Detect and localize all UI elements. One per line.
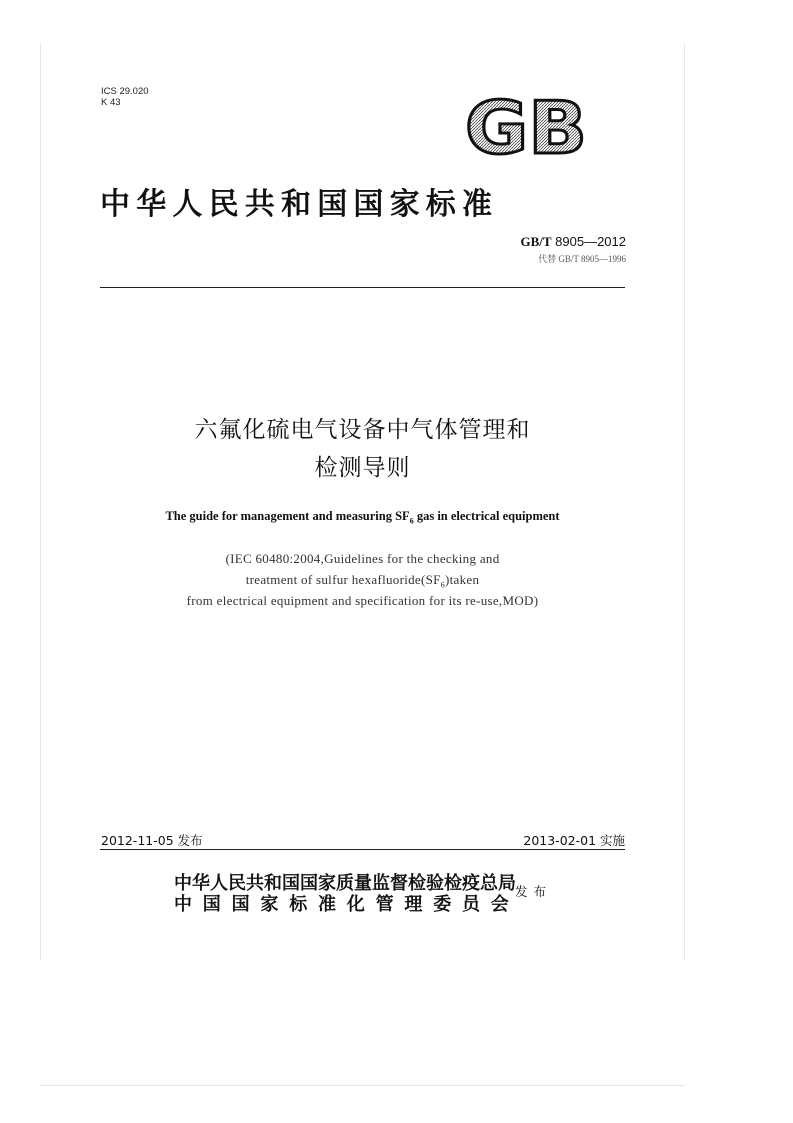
issuer-line-2: 中国国家标准化管理委员会	[174, 894, 520, 915]
issue-date: 2012-11-05 发布	[101, 833, 203, 848]
adoption-line-2-text-end: )taken	[445, 572, 480, 587]
page-left-border	[40, 44, 41, 960]
issuer-line-1: 中华人民共和国国家质量监督检验检疫总局	[174, 873, 516, 894]
gb-logo-text: GB	[465, 95, 587, 157]
replaces-standard: 代替 GB/T 8905—1996	[538, 254, 626, 264]
chinese-title-line-2: 检测导则	[314, 455, 411, 481]
page-right-border	[684, 44, 685, 960]
header-divider	[100, 287, 625, 288]
standard-category-title: 中华人民共和国国家标准	[100, 187, 499, 222]
adoption-line-1: (IEC 60480:2004,Guidelines for the checking and	[225, 551, 500, 566]
implementation-date: 2013-02-01 实施	[523, 833, 625, 848]
ics-code: ICS 29.020	[101, 86, 149, 97]
chinese-title-line-1: 六氟化硫电气设备中气体管理和	[194, 417, 531, 443]
classification-block	[101, 86, 149, 108]
page-bottom-border	[40, 1085, 685, 1086]
footer-divider	[100, 849, 625, 850]
adoption-line-2-subscript: 6	[440, 580, 445, 590]
english-title-text: The guide for management and measuring SF	[165, 509, 410, 523]
english-title-text-end: gas in electrical equipment	[413, 509, 560, 523]
gb-logo-icon	[463, 95, 591, 157]
standard-number-block	[520, 234, 626, 265]
english-title-subscript: 6	[409, 516, 414, 526]
adoption-line-3: from electrical equipment and specification for its re-use,MOD)	[186, 593, 539, 608]
ccs-code: K 43	[101, 97, 121, 108]
english-title	[100, 509, 625, 526]
publish-label: 发布	[515, 884, 553, 899]
standard-number: 8905—2012	[551, 234, 626, 249]
adoption-line-2-text: treatment of sulfur hexafluoride(SF	[245, 572, 441, 587]
standard-prefix: GB/T	[520, 234, 552, 249]
adoption-line-2	[100, 572, 625, 590]
